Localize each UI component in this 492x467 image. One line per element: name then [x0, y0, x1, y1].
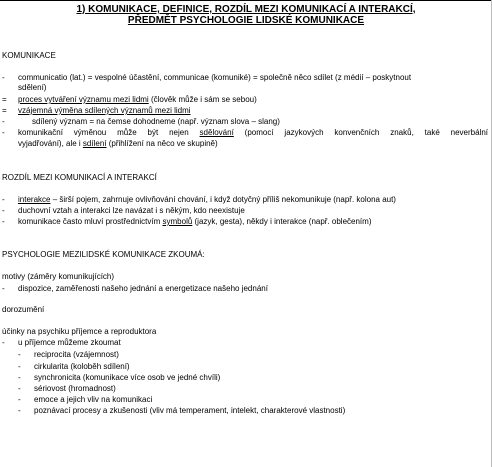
spiritual-relation-text: duchovní vztah a interakci lze navázat i s někým, kdo neexistuje	[18, 206, 245, 215]
document-title-line-2: PŘEDMĚT PSYCHOLOGIE LIDSKÉ KOMUNIKACE	[127, 15, 365, 26]
prijemce-text: u příjemce můžeme zkoumat	[18, 338, 121, 347]
underlined-term: proces vytváření významu mezi lidmi	[18, 95, 149, 104]
heading-rozdil: ROZDÍL MEZI KOMUNIKACÍ A INTERAKCÍ	[2, 173, 157, 182]
definition-text: communicatio (lat.) = vespolné účastění, communicae (komuniké) = společně něco sdílet (z médií – poskytnout	[18, 73, 412, 82]
underlined-term: sdělování	[199, 128, 234, 137]
sub-bullet-marker: -	[18, 362, 21, 371]
bullet-marker: -	[2, 284, 5, 293]
sub-bullet-marker: -	[18, 384, 21, 393]
symbols-text	[18, 217, 371, 227]
bullet-marker: -	[2, 128, 5, 137]
sub-item-cirkularita: cirkularita (koloběh sdílení)	[34, 362, 130, 371]
sub-item-synchronicita: synchronicita (komunikace více osob ve jedné chvíli)	[34, 373, 221, 382]
bullet-marker: -	[2, 195, 5, 204]
definition-process	[18, 95, 257, 105]
exchange-text-cont	[18, 139, 218, 149]
exchange-text	[18, 128, 488, 138]
underlined-term: interakce	[18, 195, 51, 204]
sub-item-poznavaci: poznávací procesy a zkušenosti (vliv má temperament, intelekt, charakterové vlastnosti)	[34, 406, 346, 415]
bullet-marker: -	[2, 73, 5, 82]
document-title-line-1: 1) KOMUNIKACE, DEFINICE, ROZDÍL MEZI KOMUNIKACÍ A INTERAKCÍ,	[76, 4, 416, 15]
heading-psychologie: PSYCHOLOGIE MEZILIDSKÉ KOMUNIKACE ZKOUMÁ:	[2, 250, 205, 259]
bullet-marker: -	[2, 338, 5, 347]
sub-bullet-marker: -	[18, 373, 21, 382]
sub-bullet-marker: -	[18, 395, 21, 404]
sub-bullet-marker: -	[18, 406, 21, 415]
dorozumeni-text: dorozumění	[2, 305, 45, 314]
plain-text: (pomocí jazykových konvenčních znaků, také neverbální	[233, 128, 489, 137]
plain-text: (přihlížení na něco ve skupině)	[106, 139, 218, 148]
plain-text: (člověk může i sám se sebou)	[148, 95, 257, 104]
sub-bullet-marker: -	[18, 350, 21, 359]
interaction-definition	[18, 195, 396, 205]
ucinky-text: účinky na psychiku příjemce a reproduktora	[2, 327, 157, 336]
underlined-term: sdílení	[82, 139, 107, 148]
sub-item-seriovost: sériovost (hromadnost)	[34, 384, 116, 393]
underlined-term: vzájemná výměna sdílených významů mezi lidmi	[18, 106, 191, 115]
bullet-marker: =	[2, 95, 7, 104]
page-top-border	[0, 0, 492, 3]
bullet-marker: =	[2, 106, 7, 115]
heading-komunikace: KOMUNIKACE	[2, 51, 56, 60]
bullet-marker: -	[2, 217, 5, 226]
motivy-text: motivy (záměry komunikujících)	[2, 272, 115, 281]
plain-text: komunikační výměnou může být nejen	[18, 128, 200, 137]
bullet-marker: -	[2, 117, 5, 126]
shared-meaning-text: sdílený význam = na čemse dohodneme (např. význam slova – slang)	[32, 117, 280, 126]
definition-text-cont: sdělení)	[18, 83, 47, 92]
dispozice-text: dispozice, zaměřenosti našeho jednání a energetizace našeho jednání	[18, 284, 268, 293]
bullet-marker: -	[2, 206, 5, 215]
underlined-term: symbolů	[162, 217, 193, 226]
definition-exchange	[18, 106, 191, 116]
plain-text: komunikace často mluví prostřednictvím	[18, 217, 163, 226]
plain-text: – širší pojem, zahrnuje ovlivňování chování, i když dotyčný příliš nekomunikuje (např. kolona aut)	[50, 195, 396, 204]
plain-text: vyjadřování), ale i	[18, 139, 83, 148]
sub-item-reciprocita: reciprocita (vzájemnost)	[34, 350, 119, 359]
plain-text: (jazyk, gesta), někdy i interakce (např. oblečením)	[192, 217, 372, 226]
sub-item-emoce: emoce a jejich vliv na komunikaci	[34, 395, 153, 404]
